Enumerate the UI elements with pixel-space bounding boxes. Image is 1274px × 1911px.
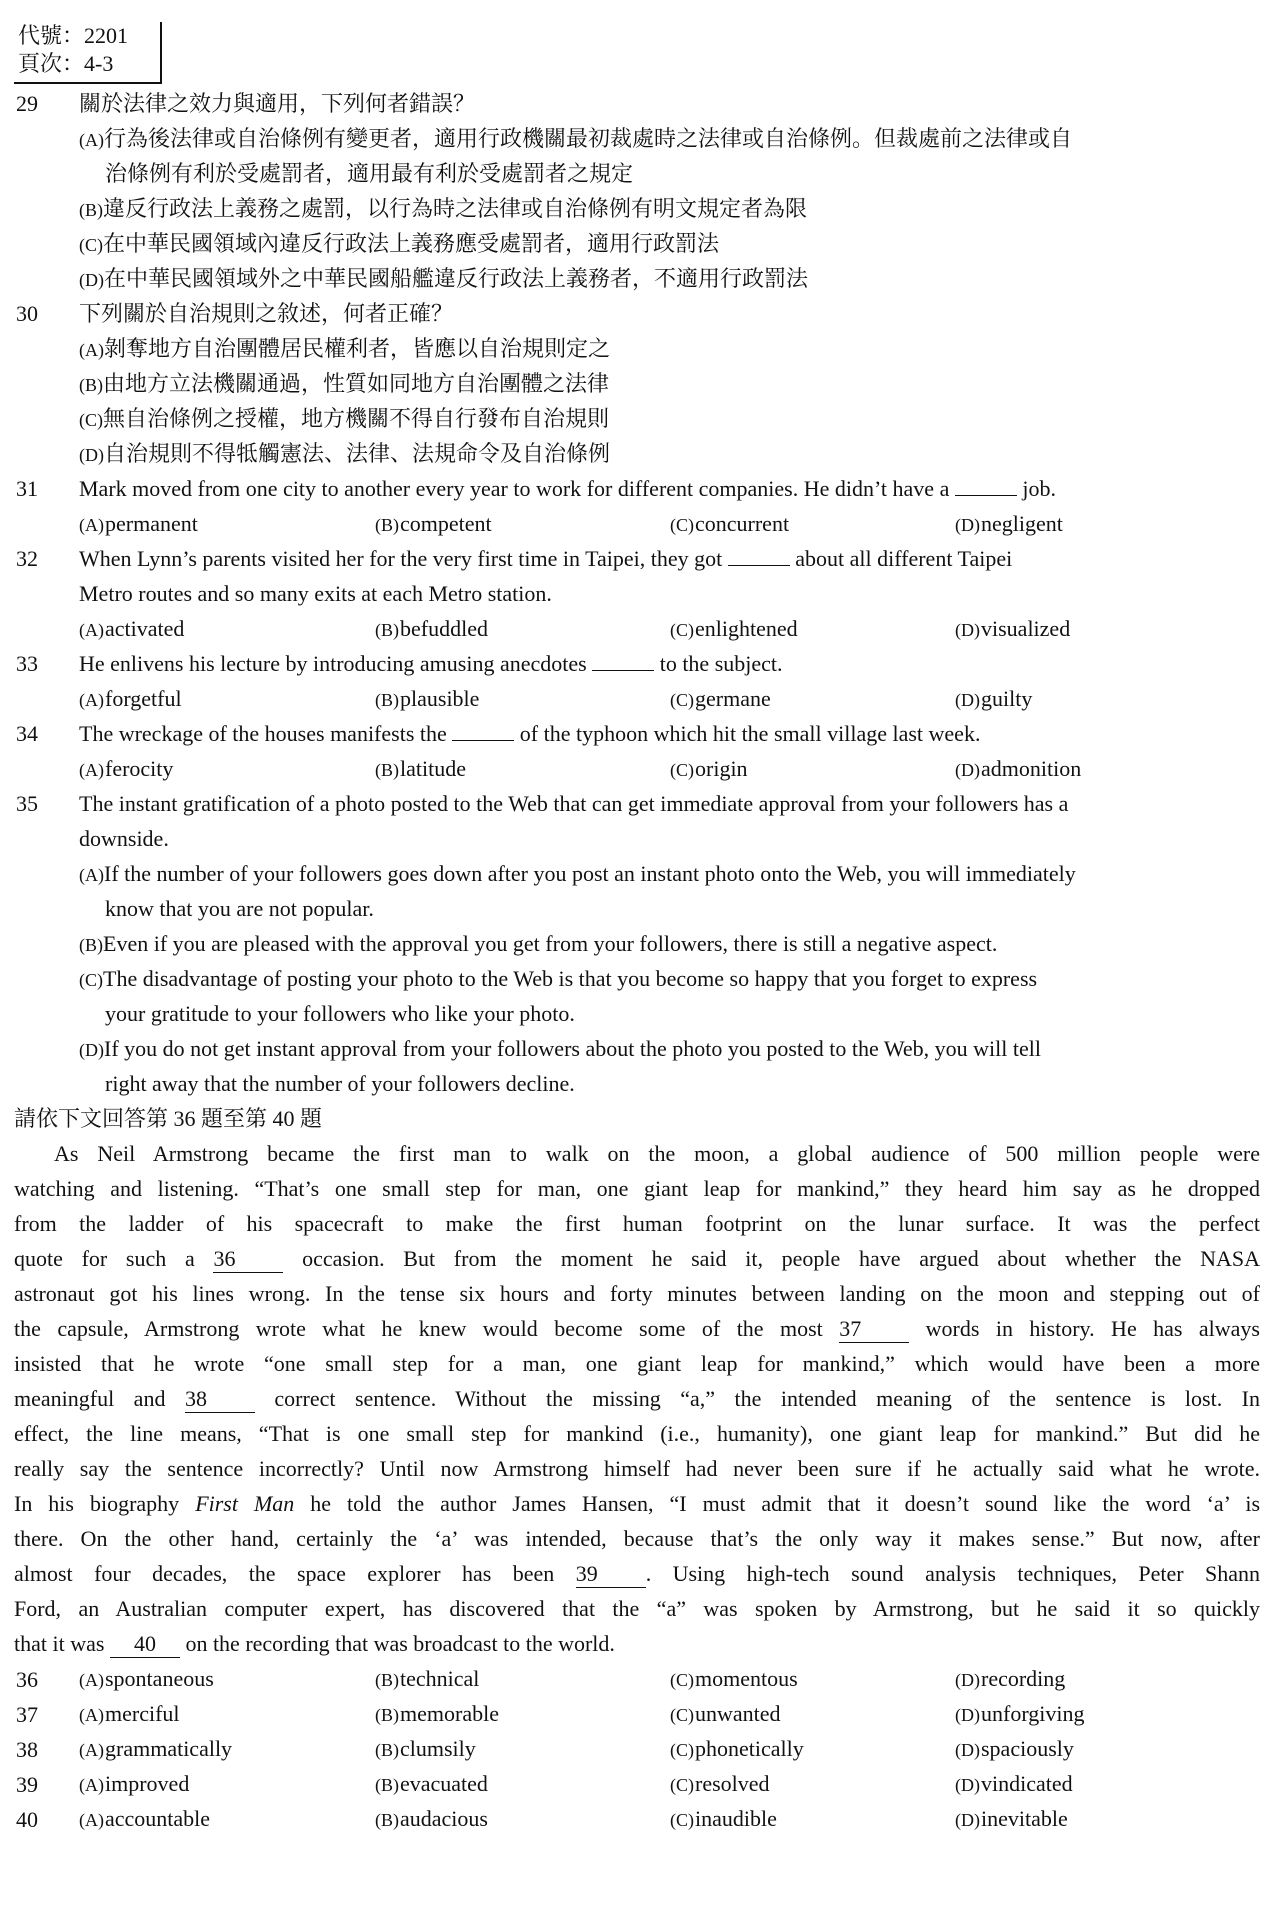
- header-box: [14, 22, 162, 84]
- question-number: 34: [16, 721, 38, 746]
- question-number: 38: [16, 1737, 38, 1762]
- question-stem-continued: Metro routes and so many exits at each Metro station.: [79, 581, 552, 606]
- option-b: (B)technical: [375, 1666, 480, 1691]
- passage-line: there. On the other hand, certainly the ‘a’ was intended, because that’s the only way it makes sense.” But now, after: [14, 1526, 1260, 1551]
- option-b: (B)audacious: [375, 1806, 488, 1831]
- passage-line: from the ladder of his spacecraft to make the first human footprint on the lunar surface. It was the perfect: [14, 1211, 1260, 1236]
- passage-line: effect, the line means, “That is one small step for mankind (i.e., humanity), one giant leap for mankind.” But did he: [14, 1421, 1260, 1446]
- option-b: (B)違反行政法上義務之處罰，以行為時之法律或自治條例有明文規定者為限: [79, 196, 808, 221]
- blank-36: 36: [213, 1246, 283, 1273]
- question-number: 39: [16, 1772, 38, 1797]
- option-d: (D)unforgiving: [955, 1701, 1085, 1726]
- answer-blank: [592, 648, 654, 671]
- page-number: 頁次：4-3: [18, 51, 114, 76]
- option-d-continued: right away that the number of your followers decline.: [105, 1071, 575, 1096]
- question-40: [0, 1802, 1274, 1837]
- option-c: (C)resolved: [670, 1771, 770, 1796]
- option-c: (C)inaudible: [670, 1806, 777, 1831]
- option-b: (B)Even if you are pleased with the approval you get from your followers, there is still a negative aspect.: [79, 931, 998, 956]
- question-number: 33: [16, 651, 38, 676]
- option-a: (A)行為後法律或自治條例有變更者，適用行政機關最初裁處時之法律或自治條例。但裁處前之法律或自: [79, 126, 1073, 151]
- question-number: 31: [16, 476, 38, 501]
- option-d: (D)If you do not get instant approval from your followers about the photo you posted to the Web, you will tell: [79, 1036, 1041, 1061]
- question-stem: He enlivens his lecture by introducing amusing anecdotes to the subject.: [79, 647, 1259, 682]
- question-37: [0, 1697, 1274, 1732]
- option-b: (B)latitude: [375, 756, 466, 781]
- option-c: (C)unwanted: [670, 1701, 781, 1726]
- option-a: (A)accountable: [79, 1806, 211, 1831]
- option-c: (C)concurrent: [670, 511, 790, 536]
- passage-line: that it was 40 on the recording that was broadcast to the world.: [14, 1631, 615, 1656]
- question-number: 29: [16, 91, 38, 116]
- passage-line: almost four decades, the space explorer has been 39 . Using high-tech sound analysis techniques, Peter Shann: [14, 1561, 1260, 1586]
- question-number: 30: [16, 301, 38, 326]
- question-stem: When Lynn’s parents visited her for the very first time in Taipei, they got about all different Taipei: [79, 542, 1259, 577]
- option-a: (A)activated: [79, 616, 185, 641]
- option-c: (C)The disadvantage of posting your photo to the Web is that you become so happy that you forget to express: [79, 966, 1038, 991]
- question-stem-continued: downside.: [79, 826, 169, 851]
- blank-39: 39: [576, 1561, 646, 1588]
- passage-line: the capsule, Armstrong wrote what he knew would become some of the most 37 words in history. He has always: [14, 1316, 1260, 1341]
- option-d: (D)inevitable: [955, 1806, 1068, 1831]
- option-a: (A)If the number of your followers goes down after you post an instant photo onto the Web, you will immediately: [79, 861, 1076, 886]
- option-a: (A)spontaneous: [79, 1666, 214, 1691]
- option-a-continued: know that you are not popular.: [105, 896, 374, 921]
- option-b: (B)由地方立法機關通過，性質如同地方自治團體之法律: [79, 371, 610, 396]
- option-a-continued: 治條例有利於受處罰者，適用最有利於受處罰者之規定: [105, 161, 634, 186]
- question-stem: 關於法律之效力與適用，下列何者錯誤？: [79, 91, 476, 116]
- option-b: (B)evacuated: [375, 1771, 488, 1796]
- option-a: (A)ferocity: [79, 756, 174, 781]
- option-a: (A)merciful: [79, 1701, 180, 1726]
- passage-line: astronaut got his lines wrong. In the tense six hours and forty minutes between landing on the moon and stepping out of: [14, 1281, 1260, 1306]
- question-number: 36: [16, 1667, 38, 1692]
- blank-40: 40: [110, 1631, 180, 1658]
- option-c: (C)enlightened: [670, 616, 798, 641]
- option-b: (B)clumsily: [375, 1736, 476, 1761]
- option-d: (D)negligent: [955, 511, 1063, 536]
- option-a: (A)grammatically: [79, 1736, 233, 1761]
- question-number: 37: [16, 1702, 38, 1727]
- option-c: (C)origin: [670, 756, 748, 781]
- passage-line: insisted that he wrote “one small step for a man, one giant leap for mankind,” which would have been a more: [14, 1351, 1260, 1376]
- passage-line: meaningful and 38 correct sentence. Without the missing “a,” the intended meaning of the sentence is lost. In: [14, 1386, 1261, 1411]
- question-38: [0, 1732, 1274, 1767]
- blank-38: 38: [185, 1386, 255, 1413]
- option-b: (B)memorable: [375, 1701, 499, 1726]
- option-a: (A)improved: [79, 1771, 190, 1796]
- answer-blank: [955, 473, 1017, 496]
- option-d: (D)visualized: [955, 616, 1071, 641]
- option-d: (D)admonition: [955, 756, 1082, 781]
- question-number: 40: [16, 1807, 38, 1832]
- option-d: (D)vindicated: [955, 1771, 1073, 1796]
- option-d: (D)自治規則不得牴觸憲法、法律、法規命令及自治條例: [79, 441, 611, 466]
- option-a: (A)剝奪地方自治團體居民權利者，皆應以自治規則定之: [79, 336, 611, 361]
- question-stem: The instant gratification of a photo posted to the Web that can get immediate approval from your followers has a: [79, 791, 1069, 816]
- passage-line: quote for such a 36 occasion. But from the moment he said it, people have argued about whether the NASA: [14, 1246, 1261, 1271]
- option-c-continued: your gratitude to your followers who like your photo.: [105, 1001, 575, 1026]
- option-c: (C)在中華民國領域內違反行政法上義務應受處罰者，適用行政罰法: [79, 231, 720, 256]
- answer-blank: [728, 543, 790, 566]
- option-b: (B)befuddled: [375, 616, 488, 641]
- passage-line: Ford, an Australian computer expert, has discovered that the “a” was spoken by Armstrong, but he said it so quickly: [14, 1596, 1260, 1621]
- option-d: (D)spaciously: [955, 1736, 1074, 1761]
- question-stem: The wreckage of the houses manifests the of the typhoon which hit the small village last week.: [79, 717, 1259, 752]
- option-b: (B)plausible: [375, 686, 480, 711]
- passage-line: watching and listening. “That’s one small step for man, one giant leap for mankind,” they heard him say as he dropped: [14, 1176, 1260, 1201]
- question-stem: Mark moved from one city to another every year to work for different companies. He didn’t have a job.: [79, 472, 1259, 507]
- exam-code: 代號：2201: [18, 23, 129, 48]
- question-stem: 下列關於自治規則之敘述，何者正確？: [79, 301, 454, 326]
- question-36: [0, 1662, 1274, 1697]
- passage-line: As Neil Armstrong became the first man to walk on the moon, a global audience of 500 million people were: [54, 1141, 1260, 1166]
- option-c: (C)phonetically: [670, 1736, 804, 1761]
- passage-line: really say the sentence incorrectly? Until now Armstrong himself had never been sure if he actually said what he wrote.: [14, 1456, 1260, 1481]
- option-d: (D)recording: [955, 1666, 1066, 1691]
- option-d: (D)在中華民國領域外之中華民國船艦違反行政法上義務者，不適用行政罰法: [79, 266, 809, 291]
- option-b: (B)competent: [375, 511, 492, 536]
- question-39: [0, 1767, 1274, 1802]
- passage-line: In his biography First Man he told the author James Hansen, “I must admit that it doesn’t sound like the word ‘a’ is: [14, 1491, 1261, 1516]
- option-c: (C)momentous: [670, 1666, 798, 1691]
- question-number: 32: [16, 546, 38, 571]
- passage-instruction: 請依下文回答第 36 題至第 40 題: [14, 1106, 323, 1131]
- option-c: (C)無自治條例之授權，地方機關不得自行發布自治規則: [79, 406, 610, 431]
- option-a: (A)forgetful: [79, 686, 182, 711]
- answer-blank: [452, 718, 514, 741]
- blank-37: 37: [839, 1316, 909, 1343]
- option-c: (C)germane: [670, 686, 771, 711]
- question-number: 35: [16, 791, 38, 816]
- option-d: (D)guilty: [955, 686, 1033, 711]
- book-title: First Man: [195, 1491, 295, 1516]
- option-a: (A)permanent: [79, 511, 198, 536]
